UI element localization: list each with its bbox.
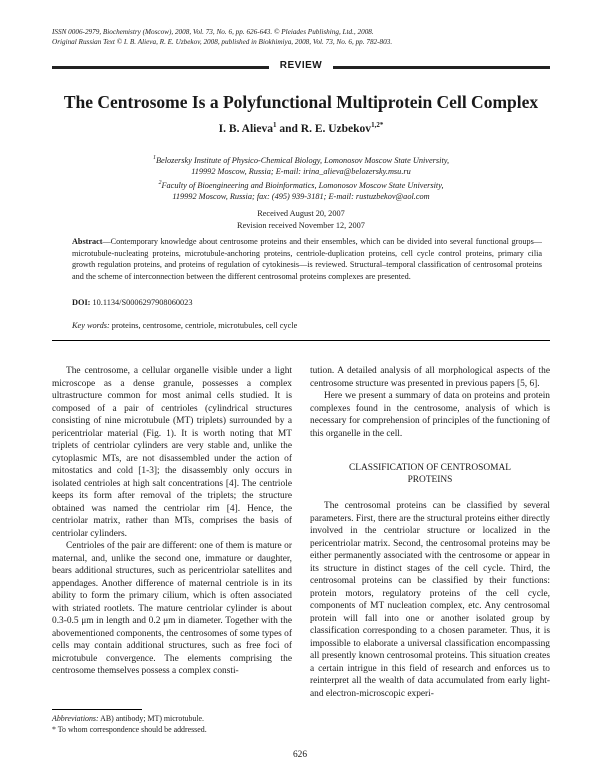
paragraph: The centrosome, a cellular organelle visible under a light microscope as a dense granule, possesses a complex ultrastructure common for most animal cells studied. It is composed of a pair of centrioles (cylindrical structures consisting of nine microtubule (MT) triplets) surrounded by a pericentriolar material (Fig. 1). It is worth noting that MT triplets of centriolar cylinders are very stable and, unlike the cytoplasmic MTs, are not disassembled under the action of mitostatics and cold [1-3]; the disassembly only occurs in isolated centrioles at high salt concentrations [4]. The centriole keeps its form after removal of the triplets; the structure obtained was named the centriolar rim [4]. Hence, the centriolar matrix, rather than MTs, comprises the basis of centriolar cylinders.: [52, 366, 292, 539]
paragraph: tution. A detailed analysis of all morphological aspects of the centrosome structure was presented in previous papers [5, 6].: [310, 366, 550, 389]
keywords-label: Key words:: [72, 321, 110, 330]
abstract-text: —Contemporary knowledge about centrosome proteins and their ensembles, which can be divided into several functional groups—microtubule-nucleating proteins, microtubule-anchoring proteins, centriole-duplication proteins, cell cycle control proteins, primary cilia growth regulation proteins, and proteins of regulation of cytokinesis—is reviewed. Structural–temporal classification of centrosomal proteins and the scheme of interconnection between the different centrosomal proteins complexes are presented.: [72, 237, 542, 281]
doi-value[interactable]: 10.1134/S0006297908060023: [90, 298, 193, 307]
doi: [72, 298, 192, 307]
abstract-label: Abstract: [72, 237, 103, 246]
right-column: [310, 365, 550, 700]
author-2: R. E. Uzbekov: [300, 122, 372, 135]
keywords: [72, 321, 297, 330]
affiliation-2-line-1: $^2$Faculty of Bioengineering and Bioinformatics, Lomonosov Moscow State University,: [158, 179, 444, 190]
header-line-2: Original Russian Text © I. B. Alieva, R. E. Uzbekov, 2008, published in Biokhimiya, 2008, Vol. 73, No. 6, pp. 782-803.: [52, 38, 393, 46]
received-date: Received August 20, 2007: [257, 209, 345, 218]
affiliations: [52, 153, 550, 203]
affiliation-2-line-2: 119992 Moscow, Russia; fax: (495) 939-3181; E-mail: rustuzbekov@aol.com: [172, 192, 430, 202]
header-divider: [52, 340, 550, 341]
affiliation-1-line-2: 119992 Moscow, Russia; E-mail: irina_alieva@belozersky.msu.ru: [191, 167, 411, 177]
left-column: [52, 365, 292, 678]
abstract: [72, 236, 542, 282]
affiliation-2-sup: 2: [158, 179, 162, 186]
author-2-sup: 1,2*: [371, 121, 384, 129]
section-label: REVIEW: [279, 60, 323, 71]
affiliation-1-line-1: $^1$Belozersky Institute of Physico-Chemical Biology, Lomonosov Moscow State University,: [152, 155, 450, 165]
revised-date: Revision received November 12, 2007: [237, 220, 365, 230]
footnote-divider: [52, 709, 142, 710]
section-heading: CLASSIFICATION OF CENTROSOMAL PROTEINS: [349, 463, 511, 485]
paragraph: The centrosomal proteins can be classified by several parameters. First, there are the structural proteins either directly involved in the centriolar structure or localized in the pericentriolar matrix. Second, the centrosomal proteins may be either permanently associated with the centrosome or appear in its structure in distinct stages of the cell cycle. Third, the centrosomal proteins can be classified by their functions: protein motors, regulatory proteins of the cell cycle, components of MT nucleation complex, etc. Any centrosomal protein will fall into one or another isolated group by classification corresponding to a chosen parameter. Thus, it is impossible to elaborate a universal classification encompassing all presently known centrosomal proteins. This situation creates a certain intrigue in this field of research and enforces us to reinterpret all the wealth of data accumulated from early light- and electron-microscopic experi-: [310, 501, 550, 699]
correspondence-footnote: * To whom correspondence should be addressed.: [52, 725, 207, 734]
header-line-1: ISSN 0006-2979, Biochemistry (Moscow), 2008, Vol. 73, No. 6, pp. 626-643. © Pleiades Publishing, Ltd., 2008.: [52, 28, 374, 36]
author-1: I. B. Alieva: [218, 122, 273, 135]
keywords-value: proteins, centrosome, centriole, microtubules, cell cycle: [109, 321, 298, 330]
journal-header: [52, 27, 392, 47]
paragraph: Here we present a summary of data on proteins and protein complexes found in the centrosome, analysis of which is necessary for comprehension of principles of the functioning of this organelle in the cell.: [310, 391, 550, 439]
review-rule-right: [333, 66, 550, 69]
author-1-sup: 1: [272, 121, 277, 129]
dates: [52, 208, 550, 231]
footnotes: [52, 713, 292, 735]
author-connector: and: [276, 122, 301, 135]
affiliation-1-sup: 1: [152, 155, 156, 161]
article-title: The Centrosome Is a Polyfunctional Multiprotein Cell Complex: [63, 92, 539, 112]
paragraph: Centrioles of the pair are different: one of them is mature or maternal, and, unlike the second one, immature or daughter, bears additional structures, such as pericentriolar satellites and appendages. Another difference of maternal centriole is in its ability to form the primary cilium, which is often associated with striated rootlets. The mature centriolar cylinder is about 0.3-0.5 μm in length and 0.2 μm in diameter. Together with the abovementioned components, the centrosomes of some types of cells may contain additional structures, such as free foci of microtubule convergence. The elements comprising the centrosome themselves possess a complex consti-: [52, 541, 292, 676]
author-line: [52, 121, 550, 135]
page-number: 626: [292, 750, 308, 760]
abbreviations-footnote: Abbreviations: AB) antibody; MT) microtubule.: [52, 714, 205, 723]
section-label-bar: [52, 60, 550, 76]
doi-label: DOI:: [72, 298, 91, 307]
